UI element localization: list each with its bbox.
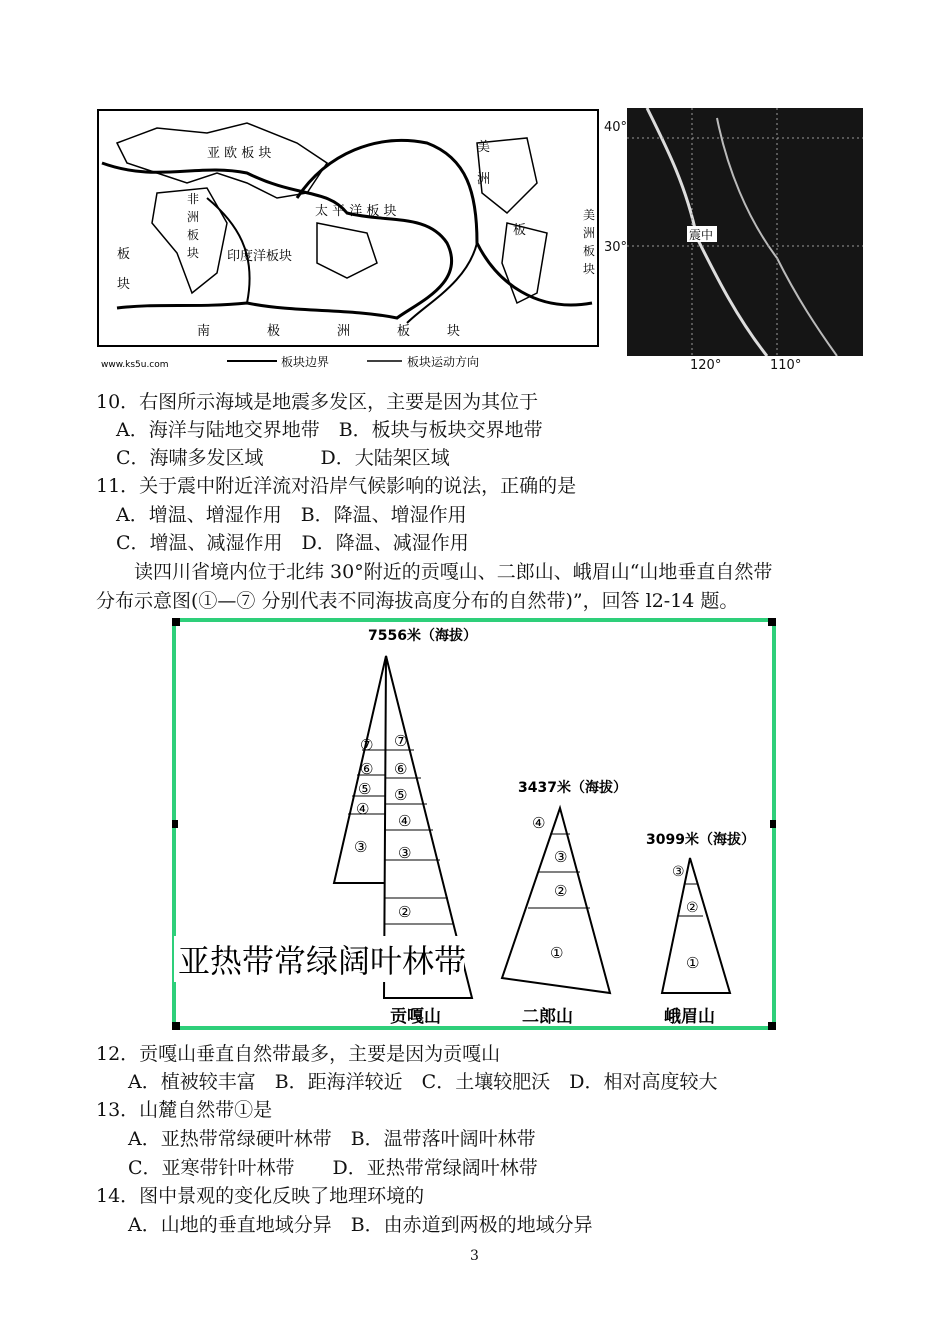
vertical-zone-figure	[172, 618, 776, 1030]
q13-options-ab: A．亚热带常绿硬叶林带 B．温带落叶阔叶林带	[128, 1128, 536, 1150]
emei-zone-3: ③	[672, 864, 685, 880]
emei-height: 3099米（海拔）	[646, 832, 755, 848]
lat-40: 40°	[604, 120, 628, 135]
erlang-zone-4: ④	[532, 814, 546, 832]
gongga-zone-4-right: ④	[398, 812, 412, 830]
watermark: www.ks5u.com	[101, 360, 169, 370]
label-america-1: 美	[477, 140, 491, 155]
q12-stem: 12．贡嘎山垂直自然带最多，主要是因为贡嘎山	[96, 1043, 501, 1065]
gongga-zone-7-right: ⑦	[394, 732, 408, 750]
q13-stem: 13．山麓自然带①是	[96, 1099, 273, 1121]
gongga-zone-3-left: ③	[354, 838, 368, 856]
label-africa-4: 块	[187, 246, 200, 260]
label-right-kuai: 块	[583, 262, 596, 276]
emei-zone-1: ①	[686, 954, 700, 972]
label-africa-3: 板	[187, 228, 200, 242]
erlang-name: 二郎山	[522, 1007, 573, 1027]
gongga-zone-6-left: ⑥	[360, 760, 374, 778]
label-antarctic-2: 极	[267, 324, 281, 339]
lon-120: 120°	[690, 358, 722, 373]
label-antarctic-3: 洲	[337, 324, 351, 339]
plate-tectonics-map	[97, 103, 599, 373]
erlang-zone-2: ②	[554, 882, 568, 900]
gongga-zone-6-right: ⑥	[394, 760, 408, 778]
q10-stem: 10．右图所示海域是地震多发区，主要是因为其位于	[96, 391, 539, 413]
epicenter-label: 震中	[689, 228, 714, 242]
emei-zone-2: ②	[686, 900, 699, 916]
label-left-ban: 板	[117, 247, 131, 262]
gongga-zone-2: ②	[398, 903, 412, 921]
q10-options-cd: C．海啸多发区域 D．大陆架区域	[116, 447, 450, 469]
label-antarctic-1: 南	[197, 324, 211, 339]
gongga-zone-7-left: ⑦	[360, 736, 374, 754]
gongga-height: 7556米（海拔）	[368, 628, 477, 644]
emei-name: 峨眉山	[664, 1007, 715, 1027]
erlang-zone-3: ③	[554, 848, 568, 866]
label-africa-1: 非	[187, 192, 200, 206]
legend-boundary: 板块边界	[281, 355, 330, 369]
legend-motion: 板块运动方向	[407, 355, 480, 369]
satellite-texture	[627, 108, 863, 356]
gongga-zone-5-right: ⑤	[394, 786, 408, 804]
label-left-kuai: 块	[117, 277, 131, 292]
q12-options: A．植被较丰富 B．距海洋较近 C．土壤较肥沃 D．相对高度较大	[128, 1071, 718, 1093]
q11-stem: 11．关于震中附近洋流对沿岸气候影响的说法，正确的是	[96, 475, 577, 497]
page-number: 3	[470, 1248, 479, 1264]
overlay-zone-label: 亚热带常绿阔叶林带	[178, 942, 467, 980]
label-eurasia: 亚 欧 板 块	[207, 146, 272, 161]
label-south-plate: 板	[513, 223, 527, 238]
label-indian: 印度洋板块	[227, 249, 293, 264]
label-antarctic-5: 块	[447, 324, 461, 339]
gongga-zone-3-right: ③	[398, 844, 412, 862]
gongga-zone-5-left: ⑤	[358, 780, 372, 798]
gongga-name: 贡嘎山	[390, 1007, 441, 1027]
satellite-image	[627, 108, 863, 356]
label-right-ban: 板	[583, 244, 596, 258]
label-right-mei: 美	[583, 208, 596, 222]
gongga-zone-4-left: ④	[356, 800, 370, 818]
label-pacific: 太 平 洋 板 块	[315, 204, 397, 219]
intro-line-1: 读四川省境内位于北纬 30°附近的贡嘎山、二郎山、峨眉山“山地垂直自然带	[134, 561, 773, 583]
q14-stem: 14．图中景观的变化反映了地理环境的	[96, 1185, 425, 1207]
q11-options-cd: C．增温、减湿作用 D．降温、减湿作用	[116, 532, 469, 554]
label-right-zhou: 洲	[583, 226, 596, 240]
erlang-zone-1: ①	[550, 944, 564, 962]
lon-110: 110°	[770, 358, 802, 373]
lat-30: 30°	[604, 240, 628, 255]
label-antarctic-4: 板	[397, 324, 411, 339]
label-africa-2: 洲	[187, 210, 200, 224]
q11-options-ab: A．增温、增湿作用 B．降温、增湿作用	[116, 504, 467, 526]
intro-line-2: 分布示意图(①—⑦ 分别代表不同海拔高度分布的自然带)”，回答 l2-14 题。	[96, 590, 739, 612]
q10-options-ab: A．海洋与陆地交界地带 B．板块与板块交界地带	[116, 419, 543, 441]
q14-options-ab: A．山地的垂直地域分异 B．由赤道到两极的地域分异	[128, 1214, 593, 1236]
erlang-height: 3437米（海拔）	[518, 780, 627, 796]
label-america-2: 洲	[477, 172, 491, 187]
q13-options-cd: C．亚寒带针叶林带 D．亚热带常绿阔叶林带	[128, 1157, 538, 1179]
